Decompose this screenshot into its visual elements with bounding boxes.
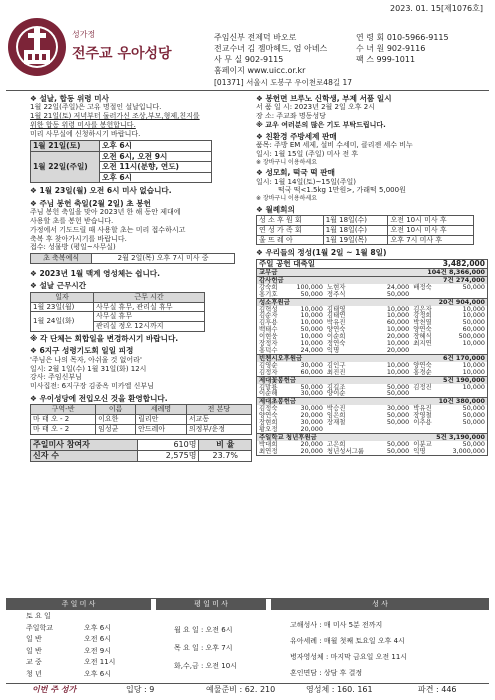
attendance-stats: 주일미사 참여자 610명 비 율 신자 수 2,575명 23.7% [30,439,252,462]
info-row: 수 녀 원 902-9116 [356,44,426,53]
section-title: ❖ 봉헌면 브루노 신학생, 부제 서품 일시 [256,94,392,103]
offering-group-header: 제대초봉헌금 10건 380,000 [257,398,488,405]
section-lunar-mass: ❖ 설날, 합동 위령 미사 1월 22일(주일)은 고유 명절인 설날입니다. 1월 21일(토) 저녁부터 둘러가신 조상,부모,형제,친지를 위한 합동 위령 미사를 봉헌합니다. 미리 사무실에 신청하시기 바랍니다. 1월 21일(토) 오후 6시 1월 22일(주일) 오전 6시, 오전 9시 오전 11시(분향, 연도) 오후 6시 ❖ 1월 23일(월) 오전 6시 미사 없습니다. [30,94,254,196]
church-name: 전주교 우아성당 [72,46,172,62]
work-hours-table: 일자 근무 시간 1월 23일(월) 사무실 휴무, 관리실 휴무 1월 24일(화) 사무실 휴무 관리실 정오 12시까지 [30,292,205,332]
address: [01371] 서울시 도봉구 우이천로48길 17 [214,78,353,87]
right-column [256,94,488,456]
section-communion: ❖ 2023년 1월 맥계 영성체는 쉽니다. [30,268,161,278]
offering-group-header: 빈첸시오후원금 6건 170,000 [257,354,488,361]
offering-group-header: 주일학교 청년후원금 5건 3,190,000 [257,433,488,440]
meetings-table: 성 소 후 원 회 1월 18일(수) 오전 10시 미사 후 연 성 가 족 회 1월 18일(수) 오전 10시 미사 후 울 뜨 레 아 1월 19일(목) 오후 7시 미사 후 [256,215,474,245]
schedule-head-sunday: 주 일 미 사 [6,599,151,610]
section-title: ❖ 6지구 성령기도회 일일 피정 [30,346,134,356]
section-meetings [256,205,488,246]
work-hours-note: ※ 각 단체는 회합일을 변경하시기 바랍니다. [30,333,179,343]
info-row: 전교수녀 김 젬마헤드, 엄 아녜스 [214,44,328,53]
church-subtitle: 성가정 [72,30,96,39]
offering-row: 이순해 30,000 양이순 50,000 [259,389,410,398]
info-row: 홈페이지 www.uicc.or.kr [214,66,306,75]
offering-group-header: 제대꽃봉헌금 5건 190,000 [257,376,488,383]
info-row: 주임신부 전제덕 바오로 [214,33,297,42]
offering-row: 강숙희 100,000 노현자 24,000 배정숙 50,000 [259,282,485,291]
offering-row: 김혁성 10,000 김태영 10,000 김은자 10,000 [259,304,485,313]
section-title: ❖ 설날 근무시간 [30,281,87,291]
sacraments-list: 고해성사 : 매 미사 5분 전까지 유아세례 : 매월 첫째 토요일 오후 4시 병자영성체 : 마지막 금요일 오전 11시 혼인면담 : 상담 후 결정 [290,621,408,677]
section-title: ❖ 주님 봉헌 축일(2월 2일) 초 봉헌 [30,198,151,208]
offering-row: 김말룡 50,000 김길조 50,000 김정진 10,000 [259,382,485,391]
church-logo-icon [6,16,68,81]
section-candle-offering: ❖ 주님 봉헌 축일(2월 2일) 초 봉헌 주님 봉헌 축일을 맞아 2023년 한 해 동안 제대에 사용할 초를 봉헌 받습니다. 가정에서 기도드릴 때 사용할 초는 미리 접수하시고 축복 후 찾아가시기를 바랍니다. 접수: 성물방 (평일~사무실) 초 축복예식 2월 2일(목) 오후 7시 미사 중 [30,199,254,264]
hymn-bar: 이번 주 성가 입당 : 9 예물준비 : 62. 210 영성체 : 160. 161 파견 : 446 [6,683,489,697]
offering-row: 김정자 60,000 최진진 10,000 홍경순 10,000 [259,367,485,376]
offering-row: 김순자 10,000 김태연 10,000 강정희 10,000 [259,311,485,320]
header-rule [6,90,489,91]
schedule-head-weekday: 평 일 미 사 [156,599,266,610]
hymn-label: 이번 주 성가 [32,685,77,694]
issue-date: 2023. 01. 15[제1076호] [390,4,483,13]
section-work-hours [30,281,254,343]
section-ordination: ❖ 봉헌면 브루노 신학생, 부제 서품 일시 서 품 일 시: 2023년 2월 2일 오후 2시 장 소: 주교좌 명동성당 ※ 교우 여러분의 많은 기도 부탁드립니다. [256,94,488,130]
header-info-left [214,32,327,76]
sunday-mass-list: 토 요 일 주일학교 오후 6시 일 반 오전 6시 일 반 오전 9시 교 중 오전 11시 청 년 오후 6시 [26,612,116,678]
offering-row: 김후용 10,000 박유진 60,000 박천열 50,000 [259,318,485,327]
section-welcome [30,394,254,435]
offering-row: 양연숙 20,000 임은희 50,000 장영철 50,000 [259,411,485,420]
offering-row: 이현웅 10,000 이순희 20,000 장혜식 500,000 [259,332,485,341]
offerings-table: 주일 공헌 대축일 3,482,000 교무금 104건 8,366,000 감사헌금 7건 274,000 강숙희 100,000 노현자 24,000 배정숙 50,000 홍기호 50,000 정주식 50,000 성소후원금 20건 904,000 김혁성 10,000 김태영 10,000 김은자 10,000 김순자 10,000 김태연 10,000 강정희 10,000 김후용 10,000 박유진 60,000 박천열 50,000 백태수 50,000 양연숙 10,000 양연숙 60,000 이현웅 10,000 이순희 20,000 장혜식 500,000 장정자 10,000 정연숙 10,000 최지연 10,000 홍덕수 24,000 익명 20,000 빈첸시오후원금 6건 170,000 김영순 30,000 김인구 10,000 양연숙 10,000 김정자 60,000 최진진 10,000 홍경순 10,000 제대꽃봉헌금 5건 190,000 김말룡 50,000 김길조 50,000 김정진 10,000 이순해 30,000 양이순 50,000 제대초봉헌금 10건 380,000 김정숙 30,000 박승진 30,000 박유진 50,000 양연숙 20,000 임은희 50,000 장영철 50,000 장현희 30,000 장재철 50,000 이추용 50,000 황오정 20,000 주일학교 청년후원금 5건 3,190,000 박대희 20,000 고은희 50,000 이분교 50,000 최연정 20,000 청년성서그룹 50,000 익명 3,000,000 [256,259,488,456]
section-title: ❖ 친환경 주방세제 판매 [256,131,337,141]
offering-row: 장정자 10,000 정연숙 10,000 최지연 10,000 [259,339,485,348]
offering-row: 최연정 20,000 청년성서그룹 50,000 익명 3,000,000 [259,446,485,455]
offering-row: 장현희 30,000 장재철 50,000 이추용 50,000 [259,418,485,427]
info-row: 연 령 회 010-5966-9115 [356,33,449,42]
section-title: ❖ 우이성당에 전입오신 것을 환영합니다. [30,393,168,403]
offering-group-header: 성소후원금 20건 904,000 [257,298,488,305]
offering-row: 백태수 50,000 양연숙 10,000 양연숙 60,000 [259,325,485,334]
section-title: ❖ 월례회의 [256,204,295,214]
offering-row: 김정숙 30,000 박승진 30,000 박유진 50,000 [259,404,485,413]
weekday-mass-list: 월 요 일 : 오전 6시 목 요 일 : 오후 7시 화,수,금 : 오전 10시 [174,626,237,670]
info-row: 팩 스 999-1011 [356,55,416,64]
offering-group-header: 감사헌금 7건 274,000 [257,276,488,283]
section-title: ❖ 우리들의 정성(1월 2일 ~ 1월 8일) [256,248,387,258]
left-column [30,94,254,462]
no-mass-note: ❖ 1월 23일(월) 오전 6시 미사 없습니다. [30,186,172,196]
offering-group-header: 교무금 104건 8,366,000 [257,269,488,277]
schedule [6,598,489,684]
section-title: ❖ 설날, 합동 위령 미사 [30,94,109,103]
newcomer-table: 구역-반 이름 세례명 전 본당 마 태 오 - 2 이요한 릴리안 서교동 마 태 오 - 2 임성균 안드레아 의정부/운정 [30,404,252,434]
candle-blessing-row: 초 축복예식 2월 2일(목) 오후 7시 미사 중 [30,253,235,264]
offering-row: 황오정 20,000 [259,424,323,433]
info-row: 사 무 실 902-9115 [214,55,284,64]
header-info-right [356,32,449,65]
section-title: ❖ 성모회, 떡국 떡 판매 [256,168,335,178]
section-detergent: ❖ 친환경 주방세제 판매 품목: 주방 EM 세제, 설비 수세미, 클리젠 세수 비누 일시: 1월 15일 (주일) 미사 전 후 ※ 장바구니 이용하세요 [256,132,488,166]
offering-row: 김영순 30,000 김인구 10,000 양연숙 10,000 [259,360,485,369]
section-offerings [256,248,488,455]
schedule-head-sacraments: 성 사 [271,599,489,610]
offering-row: 홍기호 50,000 정주식 50,000 [259,289,410,298]
section-rice-cake: ❖ 성모회, 떡국 떡 판매 일시: 1월 14일(토)~15일(주일) 떡국 떡<1.5kg 1만원>, 가래떡 5,000원 ※ 장바구니 이용하세요 [256,168,488,202]
section-retreat: ❖ 6지구 성령기도회 일일 피정 '주님은 나의 목자, 아쉬울 것 없어라' 일시: 2월 1일(수) 1월 31일(화) 12시 강사: 주임신부님 미사집전: 6지구장 김종옥 미카엘 신부님 [30,346,254,390]
offering-row: 박대희 20,000 고은희 50,000 이분교 50,000 [259,439,485,448]
mass-time-table: 1월 21일(토) 오후 6시 1월 22일(주일) 오전 6시, 오전 9시 오전 11시(분향, 연도) 오후 6시 [30,140,212,183]
offering-row: 홍덕수 24,000 익명 20,000 [259,345,410,354]
